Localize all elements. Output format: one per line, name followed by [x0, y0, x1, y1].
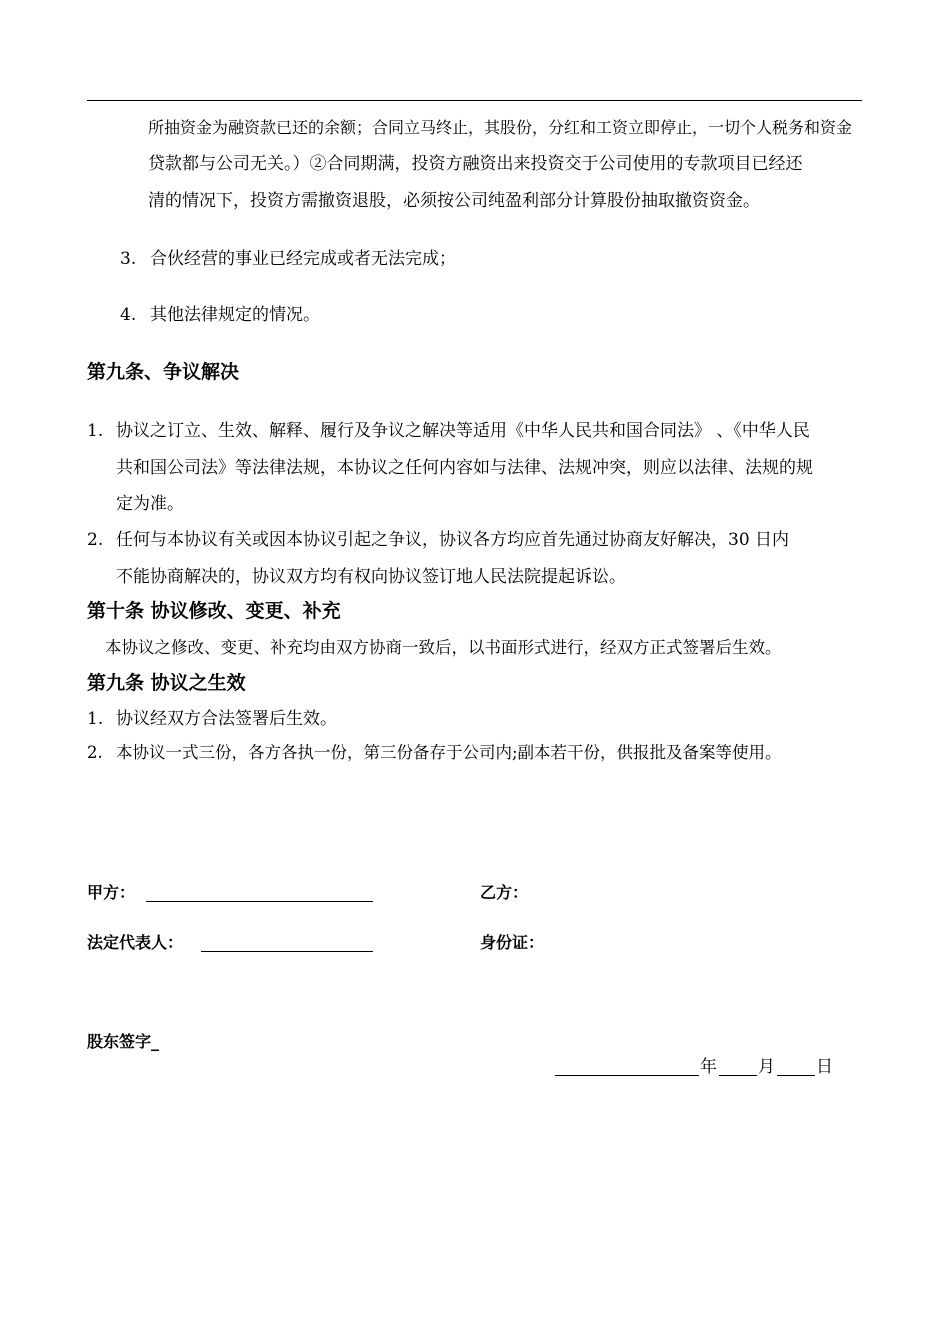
month-blank-line[interactable]: [719, 1075, 757, 1076]
continuation-line-1: 所抽资金为融资款已还的余额；合同立马终止，其股份，分红和工资立即停止，一切个人税务和资金: [148, 118, 853, 137]
continuation-line-2: 贷款都与公司无关。）②合同期满，投资方融资出来投资交于公司使用的专款项目已经还: [148, 154, 803, 174]
date-year-label: 年: [700, 1057, 717, 1077]
shareholder-signature-label: 股东签字_: [87, 1032, 160, 1051]
party-b-label: 乙方：: [480, 883, 529, 902]
list-text: 协议之订立、生效、解释、履行及争议之解决等适用《中华人民共和国合同法》 、《中华人民: [116, 421, 810, 441]
list-text: 任何与本协议有关或因本协议引起之争议，协议各方均应首先通过协商友好解决，30 日内: [116, 530, 790, 550]
list-number: 1.: [87, 709, 104, 729]
article-nine-effect-title: 第九条 协议之生效: [87, 672, 246, 694]
legal-rep-label: 法定代表人：: [87, 933, 184, 952]
article-ten-body: 本协议之修改、变更、补充均由双方协商一致后，以书面形式进行，经双方正式签署后生效。: [105, 638, 782, 657]
list-text: 协议经双方合法签署后生效。: [116, 709, 337, 729]
list-number: 2.: [87, 743, 103, 762]
article-ten-title: 第十条 协议修改、变更、补充: [87, 600, 341, 622]
termination-item-4: [120, 305, 320, 325]
article-nine-dispute-title: 第九条、争议解决: [87, 361, 240, 383]
dispute-item-2-line-2: 不能协商解决的，协议双方均有权向协议签订地人民法院提起诉讼。: [116, 567, 626, 587]
legal-rep-signature-line[interactable]: [201, 951, 373, 952]
date-month-label: 月: [758, 1057, 775, 1077]
date-day-label: 日: [816, 1057, 833, 1077]
list-number: 2.: [87, 530, 104, 550]
dispute-item-1-line-3: 定为准。: [116, 494, 184, 514]
id-card-label: 身份证：: [480, 933, 545, 952]
effect-item-1: [87, 709, 337, 729]
day-blank-line[interactable]: [777, 1075, 815, 1076]
header-rule: [87, 100, 862, 101]
list-text: 其他法律规定的情况。: [150, 305, 320, 325]
effect-item-2: [87, 743, 782, 763]
dispute-item-1-line-1: [87, 421, 810, 441]
list-number: 4.: [120, 305, 137, 325]
dispute-item-2-line-1: [87, 530, 789, 550]
party-a-label: 甲方：: [87, 883, 136, 902]
date-blank-line[interactable]: [555, 1075, 699, 1076]
party-a-signature-line[interactable]: [146, 901, 373, 902]
dispute-item-1-line-2: 共和国公司法》等法律法规，本协议之任何内容如与法律、法规冲突，则应以法律、法规的规: [116, 458, 813, 478]
list-number: 1.: [87, 421, 104, 441]
list-text: 本协议一式三份，各方各执一份，第三份备存于公司内;副本若干份，供报批及备案等使用。: [116, 743, 782, 762]
list-text: 合伙经营的事业已经完成或者无法完成；: [150, 249, 456, 269]
continuation-line-3: 清的情况下，投资方需撤资退股，必须按公司纯盈利部分计算股份抽取撤资资金。: [148, 191, 760, 211]
termination-item-3: [120, 249, 456, 269]
list-number: 3.: [120, 249, 137, 269]
